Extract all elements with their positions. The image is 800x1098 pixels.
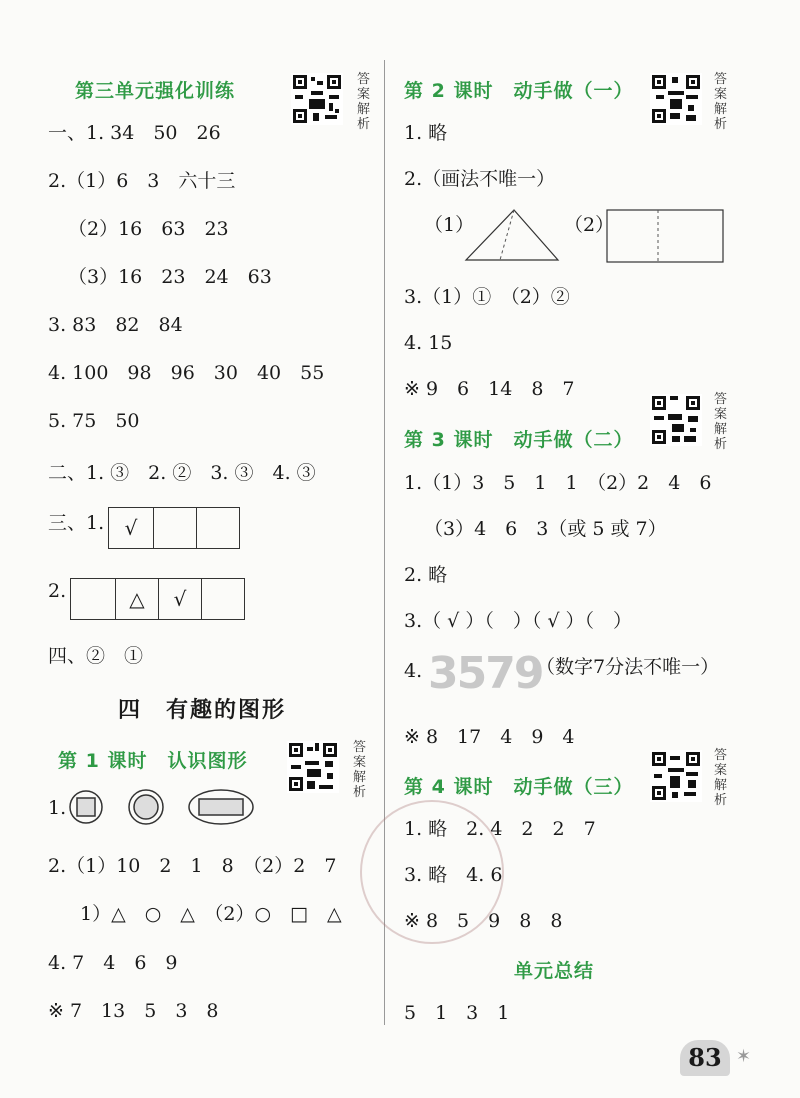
answer-line: 3. 83 82 84 (48, 314, 183, 336)
answer-line: 2.（1）6 3 六十三 (48, 170, 236, 192)
answer-box (197, 508, 239, 548)
answer-line: 2.（画法不唯一） (404, 168, 556, 190)
answer-box (154, 508, 197, 548)
answer-line: （2）16 63 23 (68, 218, 229, 240)
rectangle-figure (606, 209, 724, 263)
qr-label: 答案解析 (353, 740, 367, 800)
answer-line: （3）4 6 3（或 5 或 7） (424, 518, 667, 540)
watermark-stamp (360, 800, 504, 944)
answer-line: 5. 75 50 (48, 410, 140, 432)
answer-line: 1. 略 2. 4 2 2 7 (404, 818, 596, 840)
lesson3-title: 第 3 课时 动手做（二） (404, 429, 634, 451)
qr-code[interactable] (650, 750, 702, 802)
summary-title: 单元总结 (514, 960, 595, 982)
star-icon: ✶ (736, 1046, 752, 1067)
qr-code[interactable] (287, 741, 339, 793)
qr-label: 答案解析 (714, 72, 728, 132)
shapes-figure (66, 787, 256, 827)
answer-line: （1） (424, 214, 475, 236)
answer-box (71, 579, 116, 619)
answer-line: 4. 100 98 96 30 40 55 (48, 362, 325, 384)
answer-line: 4. 7 4 6 9 (48, 952, 178, 974)
answer-line: 1. (48, 797, 67, 819)
answer-line: （3）16 23 24 63 (68, 266, 272, 288)
square-shape (77, 798, 95, 816)
answer-box: △ (116, 579, 159, 619)
lesson1-title: 第 1 课时 认识图形 (58, 750, 248, 772)
answer-line: 5 1 3 1 (404, 1002, 510, 1024)
answer-line: ※ 9 6 14 8 7 (404, 378, 575, 400)
answer-line: ※ 7 13 5 3 8 (48, 1000, 219, 1022)
answer-box: √ (109, 508, 154, 548)
qr-label: 答案解析 (714, 748, 728, 808)
answer-line: 2. (48, 580, 67, 602)
answer-line: （数字7分法不唯一） (536, 656, 720, 678)
lesson2-title: 第 2 课时 动手做（一） (404, 80, 634, 102)
qr-label: 答案解析 (357, 72, 371, 132)
answer-box-row (70, 578, 245, 620)
answer-box (202, 579, 244, 619)
page-number: 83 (680, 1040, 730, 1076)
answer-line: 2. 略 (404, 564, 448, 586)
tangram-digits: 3579 (428, 648, 543, 699)
answer-line: ※ 8 5 9 8 8 (404, 910, 563, 932)
qr-label: 答案解析 (714, 392, 728, 452)
answer-line: 二、1. ③ 2. ② 3. ③ 4. ③ (48, 462, 316, 484)
answer-line: 三、1. (48, 512, 105, 534)
qr-code[interactable] (650, 73, 702, 125)
answer-line: （2） (564, 214, 615, 236)
answer-line: 2.（1）10 2 1 8 （2）2 7 (48, 855, 337, 877)
answer-line: 一、1. 34 50 26 (48, 122, 221, 144)
answer-box-row (108, 507, 240, 549)
rectangle-shape (199, 799, 243, 815)
answer-line: 1.（1）3 5 1 1 （2）2 4 6 (404, 472, 712, 494)
circle-shape (134, 795, 158, 819)
answer-line: 四、② ① (48, 645, 144, 667)
unit3-title: 第三单元强化训练 (75, 80, 236, 102)
qr-code[interactable] (650, 394, 702, 446)
answer-box: √ (159, 579, 202, 619)
chapter-title: 四 有趣的图形 (118, 698, 287, 723)
answer-line: ※ 8 17 4 9 4 (404, 726, 575, 748)
answer-line: 4. 15 (404, 332, 453, 354)
triangle-figure (464, 208, 560, 262)
answer-line: 1）△ ○ △ （2）○ □ △ (80, 903, 342, 925)
qr-code[interactable] (291, 73, 343, 125)
answer-line: 3.（1）① （2）② (404, 286, 570, 308)
answer-line: 3.（ √ ）（ ）（ √ ）（ ） (404, 610, 633, 632)
answer-line: 1. 略 (404, 122, 448, 144)
answer-line: 3. 略 4. 6 (404, 864, 503, 886)
lesson4-title: 第 4 课时 动手做（三） (404, 776, 634, 798)
answer-line: 4. (404, 660, 423, 682)
